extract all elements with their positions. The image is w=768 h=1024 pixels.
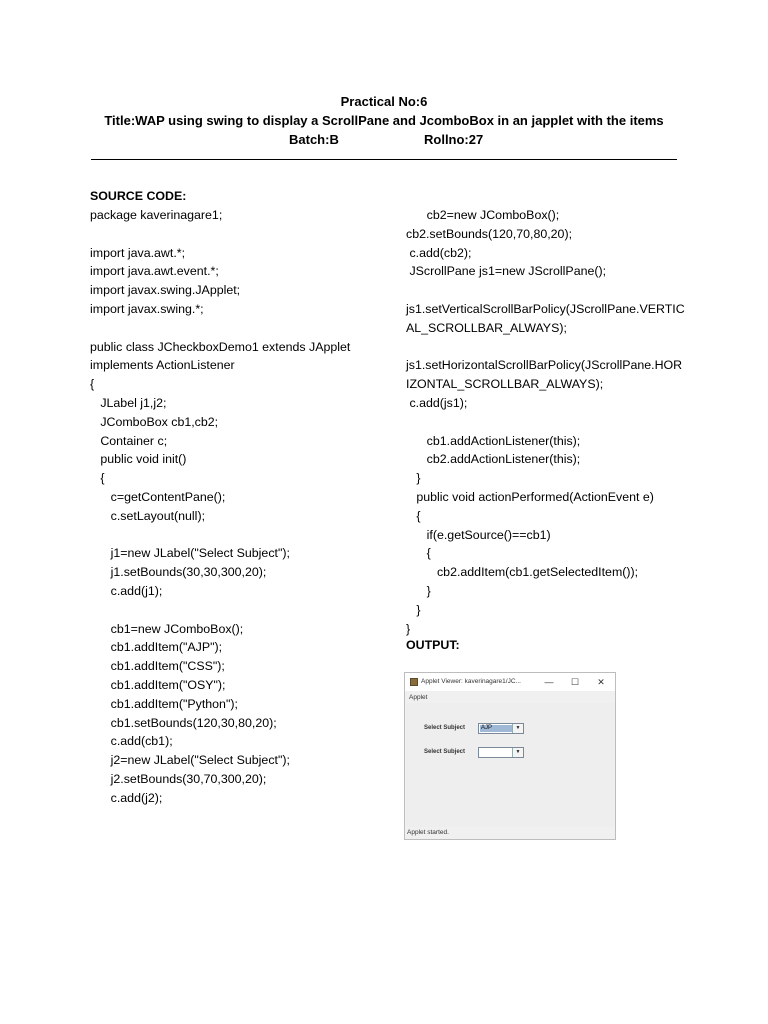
applet-menu[interactable]: Applet (409, 694, 428, 701)
output-label: OUTPUT: (406, 638, 460, 652)
code-line: } (406, 602, 421, 617)
code-line: AL_SCROLLBAR_ALWAYS); (406, 320, 567, 335)
source-code-label: SOURCE CODE: (90, 189, 187, 203)
code-line: c.add(js1); (406, 396, 468, 410)
code-line: cb1.addItem("CSS"); (90, 659, 225, 674)
code-line: j1.setBounds(30,30,300,20); (90, 565, 267, 580)
code-line: c=getContentPane(); (90, 490, 226, 504)
code-line: cb2.addActionListener(this); (406, 452, 581, 467)
code-line: if(e.getSource()==cb1) (406, 527, 551, 542)
code-line: Container c; (90, 433, 168, 448)
chevron-down-icon[interactable]: ▼ (512, 748, 523, 757)
practical-title: Title:WAP using swing to display a ScrollPane and JcomboBox in an japplet with the items (104, 113, 664, 128)
code-line: { (406, 508, 421, 523)
code-line: { (90, 377, 95, 392)
batch-label: Batch:B (289, 132, 339, 147)
practical-number: Practical No:6 (340, 94, 428, 109)
code-line: c.add(cb2); (406, 245, 472, 260)
select-subject-label-2: Select Subject (424, 749, 466, 755)
header-divider (91, 159, 677, 160)
code-line: { (90, 471, 105, 486)
code-line: c.setLayout(null); (90, 508, 206, 523)
select-subject-label-1: Select Subject (424, 725, 466, 731)
code-line: j1=new JLabel("Select Subject"); (90, 546, 290, 561)
code-line: cb2.setBounds(120,70,80,20); (406, 226, 573, 241)
applet-window-title: Applet Viewer: kaverinagare1/JC... (421, 678, 521, 685)
code-line: import javax.swing.*; (90, 302, 204, 316)
code-line: cb1.addItem("OSY"); (90, 678, 226, 692)
code-line: } (406, 584, 431, 598)
minimize-button[interactable]: — (544, 677, 554, 687)
applet-status-text: Applet started. (407, 829, 449, 836)
code-line: JLabel j1,j2; (90, 396, 167, 410)
code-line: js1.setHorizontalScrollBarPolicy(JScrollPane.HOR (406, 358, 683, 373)
code-line: cb1=new JComboBox(); (90, 621, 244, 636)
code-line: c.add(cb1); (90, 734, 173, 749)
code-line: { (406, 546, 431, 561)
code-line: c.add(j1); (90, 584, 163, 598)
rollno-label: Rollno:27 (424, 132, 484, 147)
code-line: public class JCheckboxDemo1 extends JApplet (90, 339, 351, 354)
code-line: IZONTAL_SCROLLBAR_ALWAYS); (406, 377, 604, 392)
code-line: j2=new JLabel("Select Subject"); (90, 753, 290, 768)
applet-viewer-window (404, 672, 616, 840)
code-line: implements ActionListener (90, 358, 235, 373)
code-line: c.add(j2); (90, 790, 163, 805)
code-line: import javax.swing.JApplet; (90, 283, 241, 298)
combobox-2-selected-value (480, 749, 515, 756)
combobox-1-selected-value: AJP (480, 725, 515, 732)
code-line: public void init() (90, 452, 187, 467)
code-line: JComboBox cb1,cb2; (90, 414, 219, 429)
code-line: cb1.addItem("Python"); (90, 696, 238, 711)
maximize-button[interactable]: ☐ (570, 677, 580, 687)
code-line: cb2.addItem(cb1.getSelectedItem()); (406, 565, 639, 580)
code-line: public void actionPerformed(ActionEvent e) (406, 490, 654, 504)
code-line: cb2=new JComboBox(); (406, 208, 560, 222)
code-line: import java.awt.*; (90, 245, 186, 260)
code-line: } (406, 621, 411, 636)
code-line: cb1.addActionListener(this); (406, 433, 581, 448)
code-line: } (406, 471, 421, 486)
subject-combobox-1[interactable] (478, 723, 524, 734)
chevron-down-icon[interactable]: ▼ (512, 724, 523, 733)
code-line: import java.awt.event.*; (90, 264, 219, 279)
java-cup-icon (410, 678, 418, 686)
applet-content-pane (406, 703, 614, 827)
code-line: package kaverinagare1; (90, 208, 223, 222)
code-line: cb1.addItem("AJP"); (90, 640, 223, 655)
code-line: cb1.setBounds(120,30,80,20); (90, 715, 277, 730)
subject-combobox-2[interactable] (478, 747, 524, 758)
close-button[interactable]: ✕ (597, 677, 605, 687)
code-line: JScrollPane js1=new JScrollPane(); (406, 264, 607, 279)
code-line: j2.setBounds(30,70,300,20); (90, 772, 267, 786)
applet-title-bar (405, 673, 615, 691)
code-line: js1.setVerticalScrollBarPolicy(JScrollPane.VERTIC (406, 302, 685, 316)
